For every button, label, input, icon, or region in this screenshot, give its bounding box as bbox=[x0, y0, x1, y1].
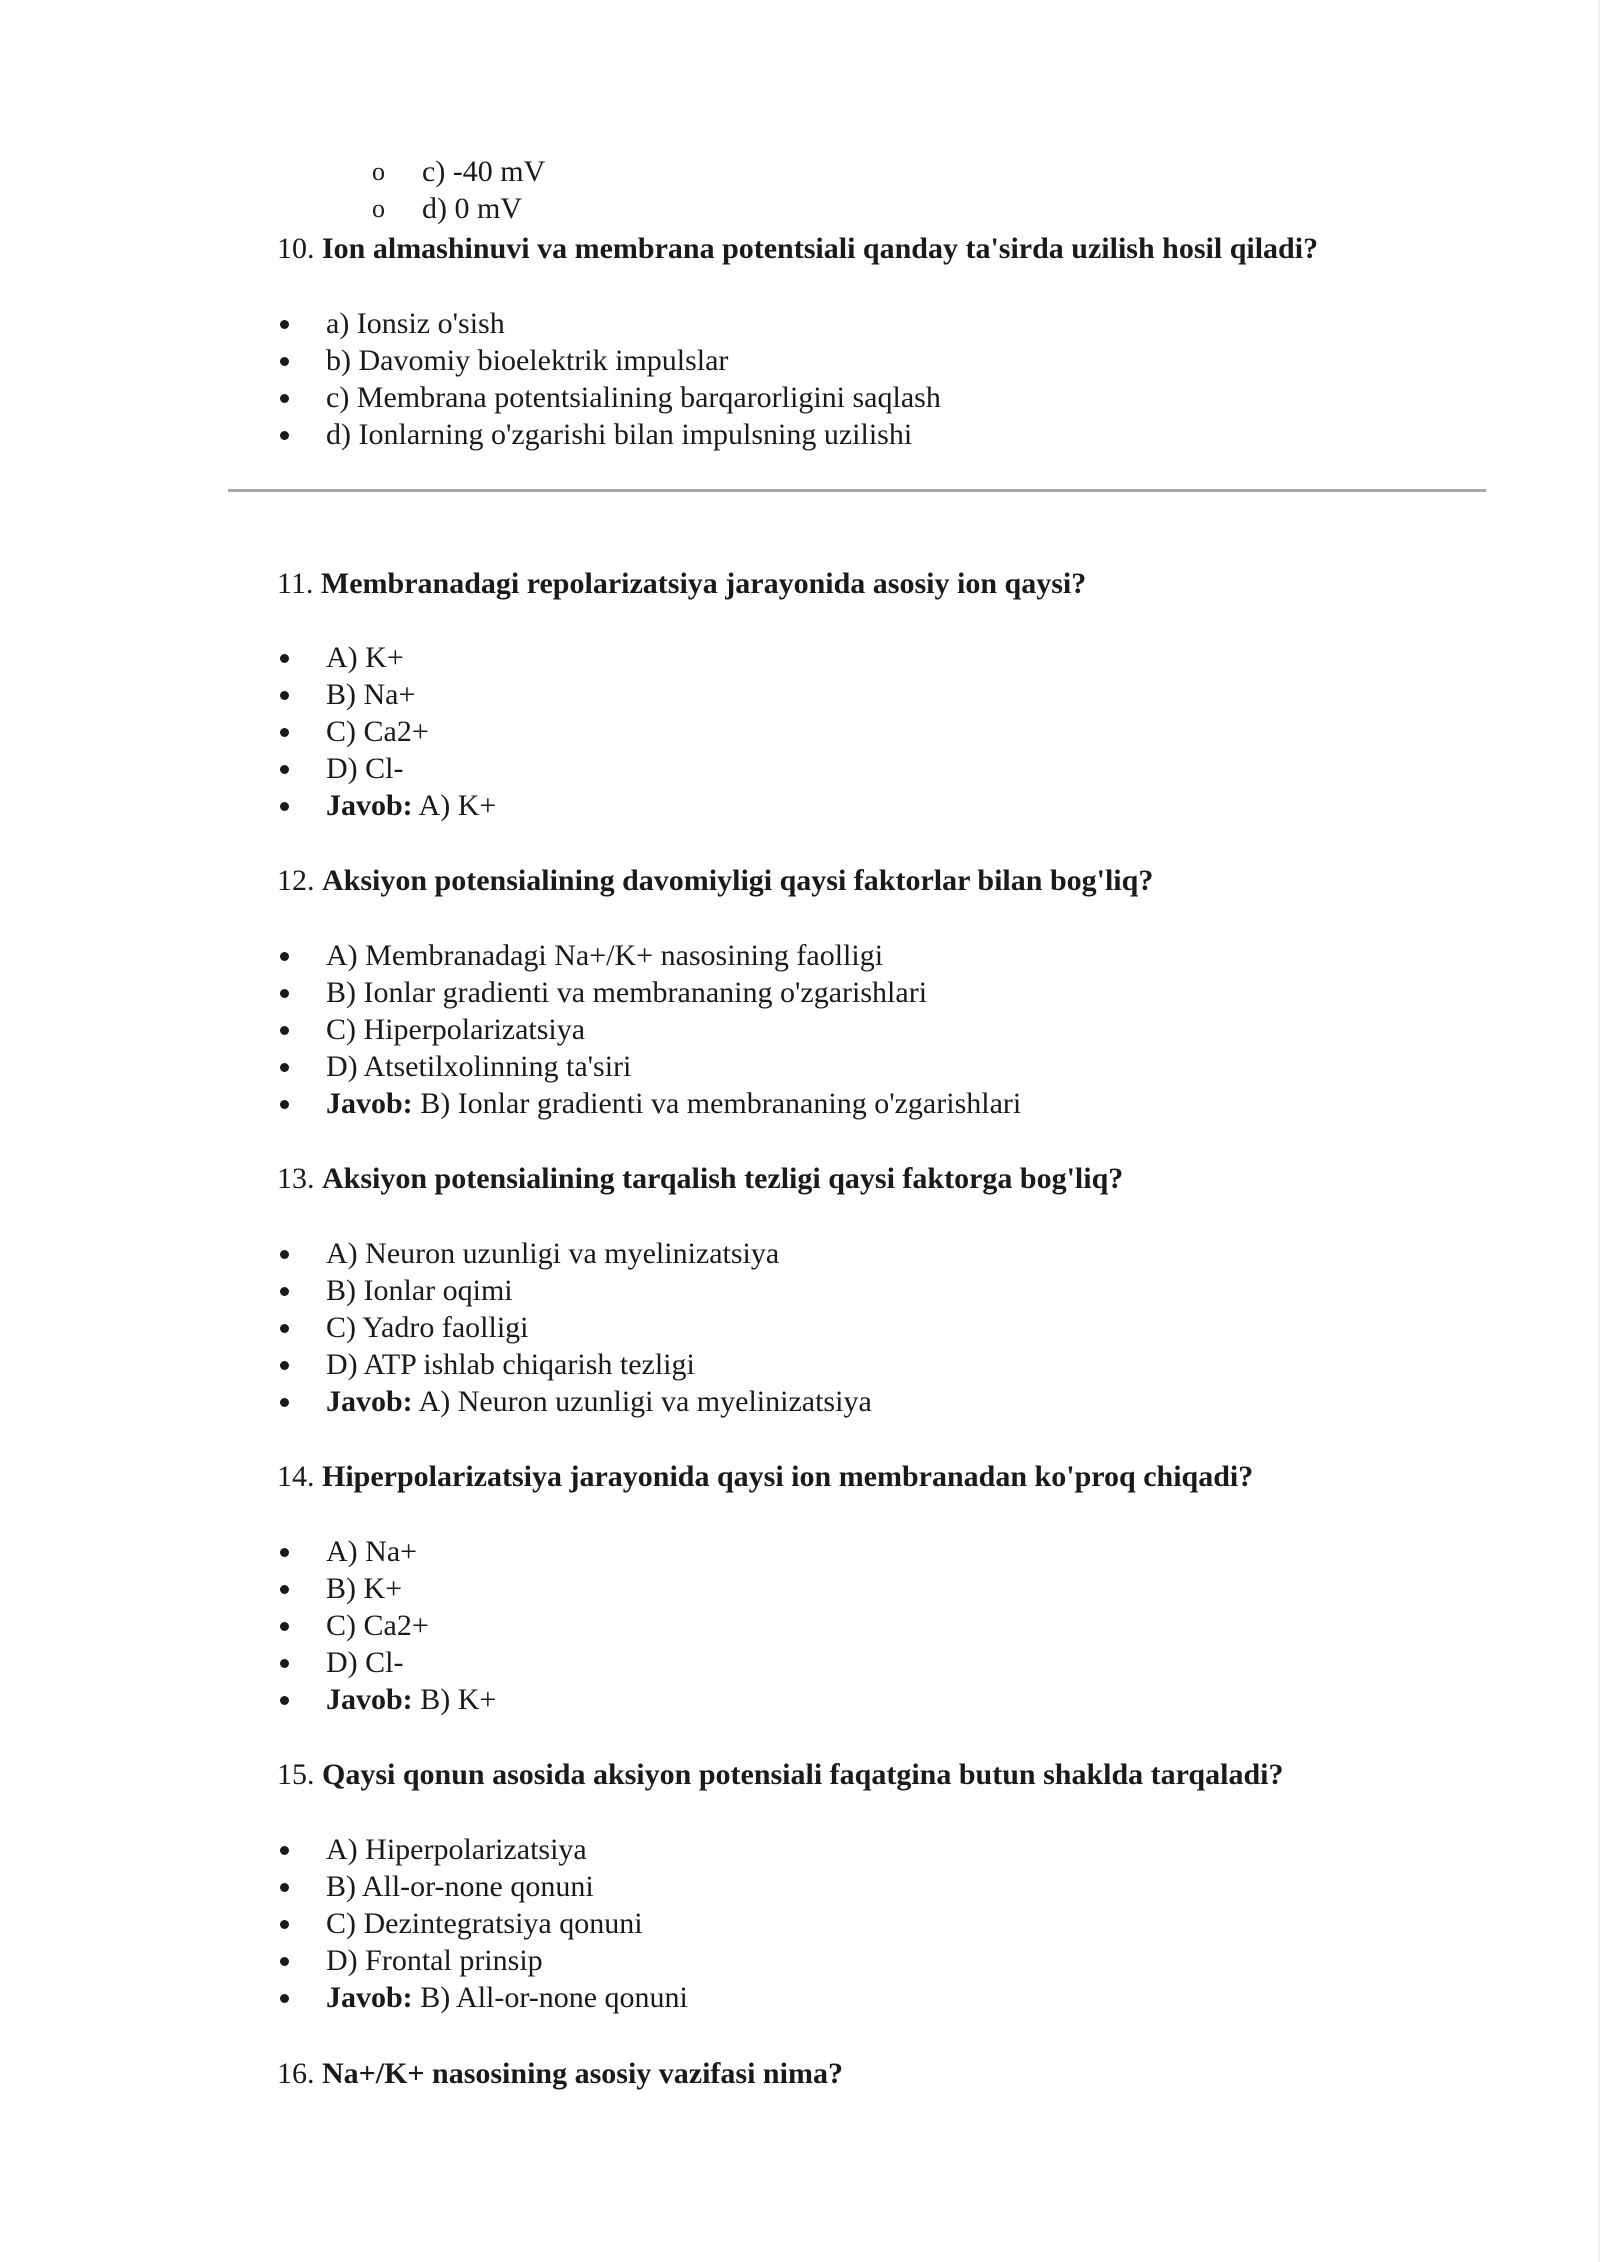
bullet-dot-icon bbox=[280, 952, 289, 961]
bullet-dot-icon bbox=[280, 1920, 289, 1929]
option-text: A) Hiperpolarizatsiya bbox=[326, 1833, 587, 1866]
bullet-dot-icon bbox=[280, 1622, 289, 1631]
question-number: 11. bbox=[277, 567, 314, 600]
question-text: Hiperpolarizatsiya jarayonida qaysi ion membranadan ko'proq chiqadi? bbox=[322, 1460, 1254, 1493]
q9-options-tail bbox=[372, 153, 545, 227]
bullet-dot-icon bbox=[280, 1846, 289, 1855]
option-text: C) Ca2+ bbox=[326, 715, 429, 748]
answer-text: A) Neuron uzunligi va myelinizatsiya bbox=[418, 1385, 872, 1418]
option-text: D) Cl- bbox=[326, 1646, 404, 1679]
bullet-dot-icon bbox=[280, 728, 289, 737]
question-number: 15. bbox=[277, 1758, 315, 1791]
option-text: b) Davomiy bioelektrik impulslar bbox=[326, 344, 729, 377]
list-item bbox=[277, 1048, 1021, 1085]
question-14 bbox=[277, 1458, 1253, 1495]
horizontal-rule bbox=[228, 489, 1486, 492]
question-11-options bbox=[277, 639, 496, 824]
question-number: 16. bbox=[277, 2057, 315, 2090]
question-12-options bbox=[277, 937, 1021, 1122]
bullet-dot-icon bbox=[280, 394, 289, 403]
question-10-options bbox=[277, 305, 941, 453]
option-text: B) All-or-none qonuni bbox=[326, 1870, 594, 1903]
option-text: C) Ca2+ bbox=[326, 1609, 429, 1642]
bullet-dot-icon bbox=[280, 1361, 289, 1370]
option-text: A) K+ bbox=[326, 641, 404, 674]
bullet-dot-icon bbox=[280, 691, 289, 700]
bullet-dot-icon bbox=[280, 357, 289, 366]
answer-item bbox=[277, 1681, 496, 1718]
question-16 bbox=[277, 2055, 843, 2092]
list-item bbox=[277, 1346, 872, 1383]
question-11 bbox=[277, 565, 1086, 602]
bullet-dot-icon bbox=[280, 431, 289, 440]
list-item bbox=[277, 1607, 496, 1644]
question-12 bbox=[277, 862, 1153, 899]
list-item bbox=[277, 1011, 1021, 1048]
list-item bbox=[277, 1272, 872, 1309]
list-item bbox=[372, 190, 545, 227]
option-text: c) -40 mV bbox=[422, 155, 546, 188]
list-item bbox=[277, 713, 496, 750]
option-text: c) Membrana potentsialining barqarorligini saqlash bbox=[326, 381, 941, 414]
list-item bbox=[277, 1570, 496, 1607]
list-item bbox=[277, 639, 496, 676]
question-text: Membranadagi repolarizatsiya jarayonida asosiy ion qaysi? bbox=[320, 567, 1087, 600]
option-text: C) Yadro faolligi bbox=[326, 1311, 529, 1344]
question-15 bbox=[277, 1756, 1283, 1793]
option-text: B) Ionlar oqimi bbox=[326, 1274, 513, 1307]
answer-label: Javob: bbox=[326, 1385, 413, 1418]
question-text: Ion almashinuvi va membrana potentsiali qanday ta'sirda uzilish hosil qiladi? bbox=[322, 232, 1319, 265]
list-item bbox=[277, 1235, 872, 1272]
question-13 bbox=[277, 1160, 1123, 1197]
bullet-dot-icon bbox=[280, 654, 289, 663]
bullet-dot-icon bbox=[280, 765, 289, 774]
question-text: Na+/K+ nasosining asosiy vazifasi nima? bbox=[322, 2057, 843, 2090]
option-text: C) Hiperpolarizatsiya bbox=[326, 1013, 586, 1046]
bullet-dot-icon bbox=[280, 1324, 289, 1333]
list-item bbox=[277, 750, 496, 787]
answer-text: B) K+ bbox=[420, 1683, 497, 1716]
question-15-options bbox=[277, 1831, 688, 2016]
bullet-dot-icon bbox=[280, 989, 289, 998]
list-item bbox=[277, 1309, 872, 1346]
list-item bbox=[372, 153, 545, 190]
question-text: Qaysi qonun asosida aksiyon potensiali faqatgina butun shaklda tarqaladi? bbox=[322, 1758, 1284, 1791]
list-item bbox=[277, 676, 496, 713]
list-item bbox=[277, 1831, 688, 1868]
option-text: D) Cl- bbox=[326, 752, 404, 785]
bullet-dot-icon bbox=[280, 802, 289, 811]
question-10 bbox=[277, 230, 1318, 267]
bullet-dot-icon bbox=[280, 1585, 289, 1594]
question-number: 13. bbox=[277, 1162, 315, 1195]
question-14-options bbox=[277, 1533, 496, 1718]
answer-label: Javob: bbox=[326, 789, 413, 822]
bullet-dot-icon bbox=[280, 1883, 289, 1892]
question-number: 12. bbox=[277, 864, 315, 897]
bullet-dot-icon bbox=[280, 1994, 289, 2003]
list-item bbox=[277, 416, 941, 453]
answer-label: Javob: bbox=[326, 1087, 413, 1120]
list-item bbox=[277, 1644, 496, 1681]
list-item bbox=[277, 937, 1021, 974]
bullet-dot-icon bbox=[280, 1063, 289, 1072]
list-item bbox=[277, 1942, 688, 1979]
bullet-dot-icon bbox=[280, 1696, 289, 1705]
question-13-options bbox=[277, 1235, 872, 1420]
option-text: D) Frontal prinsip bbox=[326, 1944, 543, 1977]
circle-bullet-marker: o bbox=[372, 157, 385, 186]
bullet-dot-icon bbox=[280, 1957, 289, 1966]
bullet-dot-icon bbox=[280, 1398, 289, 1407]
answer-label: Javob: bbox=[326, 1683, 413, 1716]
option-text: B) Ionlar gradienti va membrananing o'zgarishlari bbox=[326, 976, 928, 1009]
question-text: Aksiyon potensialining davomiyligi qaysi faktorlar bilan bog'liq? bbox=[322, 864, 1154, 897]
option-text: d) Ionlarning o'zgarishi bilan impulsning uzilishi bbox=[326, 418, 913, 451]
answer-text: B) All-or-none qonuni bbox=[420, 1981, 688, 2014]
answer-text: B) Ionlar gradienti va membrananing o'zgarishlari bbox=[420, 1087, 1022, 1120]
option-text: D) Atsetilxolinning ta'siri bbox=[326, 1050, 632, 1083]
list-item bbox=[277, 379, 941, 416]
question-number: 10. bbox=[277, 232, 315, 265]
option-text: A) Membranadagi Na+/K+ nasosining faolligi bbox=[326, 939, 884, 972]
option-text: C) Dezintegratsiya qonuni bbox=[326, 1907, 643, 1940]
list-item bbox=[277, 1868, 688, 1905]
question-text: Aksiyon potensialining tarqalish tezligi qaysi faktorga bog'liq? bbox=[322, 1162, 1124, 1195]
question-number: 14. bbox=[277, 1460, 315, 1493]
bullet-dot-icon bbox=[280, 1026, 289, 1035]
answer-item bbox=[277, 1383, 872, 1420]
bullet-dot-icon bbox=[280, 1287, 289, 1296]
option-text: B) Na+ bbox=[326, 678, 416, 711]
option-text: A) Neuron uzunligi va myelinizatsiya bbox=[326, 1237, 780, 1270]
circle-bullet-marker: o bbox=[372, 194, 385, 223]
answer-label: Javob: bbox=[326, 1981, 413, 2014]
list-item bbox=[277, 1533, 496, 1570]
option-text: d) 0 mV bbox=[422, 192, 522, 225]
answer-item bbox=[277, 787, 496, 824]
answer-item bbox=[277, 1979, 688, 2016]
option-text: D) ATP ishlab chiqarish tezligi bbox=[326, 1348, 695, 1381]
answer-text: A) K+ bbox=[418, 789, 497, 822]
bullet-dot-icon bbox=[280, 1250, 289, 1259]
bullet-dot-icon bbox=[280, 320, 289, 329]
bullet-dot-icon bbox=[280, 1548, 289, 1557]
list-item bbox=[277, 342, 941, 379]
list-item bbox=[277, 305, 941, 342]
list-item bbox=[277, 1905, 688, 1942]
option-text: A) Na+ bbox=[326, 1535, 418, 1568]
option-text: B) K+ bbox=[326, 1572, 403, 1605]
option-text: a) Ionsiz o'sish bbox=[326, 307, 505, 340]
bullet-dot-icon bbox=[280, 1659, 289, 1668]
bullet-dot-icon bbox=[280, 1100, 289, 1109]
list-item bbox=[277, 974, 1021, 1011]
answer-item bbox=[277, 1085, 1021, 1122]
